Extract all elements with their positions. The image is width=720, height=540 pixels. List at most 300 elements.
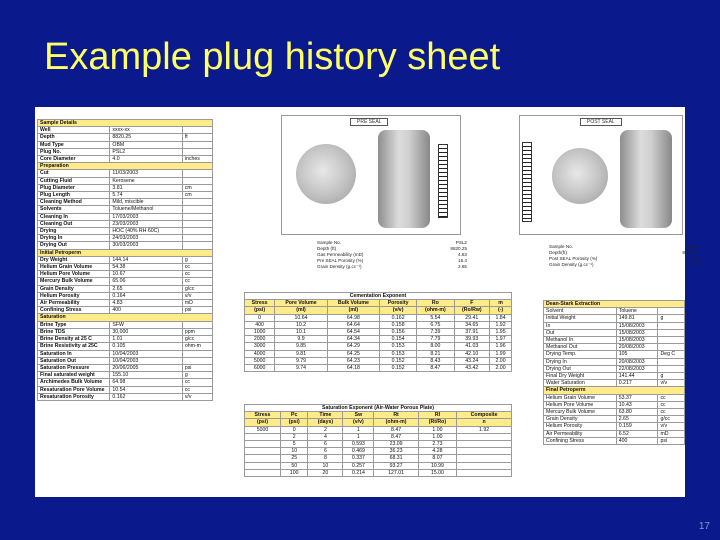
table-cell: 0.154 — [379, 336, 416, 343]
field-label: Confining Stress — [544, 437, 617, 444]
column-unit: (ml) — [327, 307, 379, 314]
table-row — [38, 393, 213, 400]
field-label: Drying Out — [38, 242, 110, 249]
column-header: Composite — [457, 412, 512, 419]
table-row — [38, 256, 213, 263]
table-row — [245, 336, 512, 343]
field-label: Saturation Out — [38, 357, 110, 364]
table-cell: 6.75 — [417, 321, 454, 328]
table-row — [38, 148, 213, 155]
table-cell: 0.153 — [379, 343, 416, 350]
column-header: F — [454, 300, 490, 307]
section-heading: Preparation — [38, 163, 213, 170]
field-value: 15/08/2003 — [616, 329, 658, 336]
table-row — [544, 373, 685, 380]
table-cell — [457, 469, 512, 476]
table-cell: 43.24 — [454, 357, 490, 364]
table-row — [245, 455, 512, 462]
table-row — [245, 357, 512, 364]
field-label: Drying In — [38, 235, 110, 242]
field-unit — [182, 321, 212, 328]
table-cell: 2.00 — [490, 357, 512, 364]
field-value: 10.54 — [110, 386, 182, 393]
table-cell: 41.03 — [454, 343, 490, 350]
column-unit: (-) — [490, 307, 512, 314]
field-label: Drying — [38, 228, 110, 235]
table-row — [245, 343, 512, 350]
table-cell: 0.158 — [379, 321, 416, 328]
field-label: Plug Diameter — [38, 184, 110, 191]
field-unit: mD — [182, 300, 212, 307]
field-value: 3.81 — [110, 184, 182, 191]
field-value: 0.162 — [110, 393, 182, 400]
field-label: Helium Porosity — [38, 292, 110, 299]
table-row — [544, 329, 685, 336]
section-row — [544, 301, 685, 308]
field-label: Mercury Bulk Volume — [544, 409, 617, 416]
field-value: 15/08/2003 — [616, 322, 658, 329]
section-heading: Dean-Stark Extraction — [544, 301, 685, 308]
table-row — [38, 336, 213, 343]
info-label: Depth(ft) — [549, 250, 567, 255]
info-row — [549, 262, 699, 268]
column-header: Ro — [417, 300, 454, 307]
field-unit: v/v — [658, 423, 685, 430]
table-cell: 1.95 — [490, 329, 512, 336]
field-unit: cc — [182, 271, 212, 278]
table-row — [544, 351, 685, 358]
table-cell: 8.47 — [374, 433, 418, 440]
table-cell: 8.21 — [417, 350, 454, 357]
table-cell: 4.28 — [418, 448, 456, 455]
table-cell: 2.00 — [490, 365, 512, 372]
field-label: Resaturation Porosity — [38, 393, 110, 400]
table-cell: 8.07 — [418, 455, 456, 462]
core-end-face-image — [552, 148, 608, 204]
field-unit: psi — [658, 437, 685, 444]
field-label: Air Permeability — [38, 300, 110, 307]
field-value: 0.164 — [110, 292, 182, 299]
column-header: Rt — [374, 412, 418, 419]
field-unit: cc — [182, 386, 212, 393]
table-cell: 4000 — [245, 350, 275, 357]
column-unit: (v/v) — [379, 307, 416, 314]
field-unit: cc — [182, 379, 212, 386]
table-row — [38, 199, 213, 206]
column-unit: (psi) — [280, 419, 307, 426]
pre-seal-title: PRE SEAL — [350, 118, 388, 126]
field-value: Toluene/Methanol — [110, 206, 182, 213]
dean-stark-table — [543, 300, 685, 445]
table-cell: 64.18 — [327, 365, 379, 372]
field-label: Dry Weight — [38, 256, 110, 263]
table-cell: 10.99 — [418, 462, 456, 469]
field-label: Resaturation Pore Volume — [38, 386, 110, 393]
field-label: Helium Porosity — [544, 423, 617, 430]
field-unit: cc — [182, 264, 212, 271]
column-unit: (v/v) — [343, 419, 374, 426]
field-value: 10.67 — [110, 271, 182, 278]
table-row — [544, 322, 685, 329]
field-unit: g — [182, 256, 212, 263]
field-unit: cm — [182, 184, 212, 191]
field-label: Air Permeability — [544, 430, 617, 437]
section-row — [544, 387, 685, 394]
table-row — [245, 314, 512, 321]
field-unit — [658, 337, 685, 344]
field-value: 6.52 — [616, 430, 658, 437]
field-value: 20/06/2005 — [110, 364, 182, 371]
table-cell: 8.00 — [417, 343, 454, 350]
table-cell: 1.96 — [490, 343, 512, 350]
table-cell: 5.54 — [417, 314, 454, 321]
column-unit: (ml) — [275, 307, 328, 314]
table-cell: 2.73 — [418, 441, 456, 448]
table-row — [38, 235, 213, 242]
field-unit — [182, 148, 212, 155]
field-unit — [658, 344, 685, 351]
field-label: In — [544, 322, 617, 329]
table-cell: 37.91 — [454, 329, 490, 336]
table-cell: 127.01 — [374, 469, 418, 476]
table-cell: 93.27 — [374, 462, 418, 469]
table-row — [38, 364, 213, 371]
field-label: Saturation In — [38, 350, 110, 357]
field-value: HOC (40% RH 60C) — [110, 228, 182, 235]
column-header: Bulk Volume — [327, 300, 379, 307]
field-unit: cc — [182, 278, 212, 285]
table-row — [38, 228, 213, 235]
field-unit: g — [182, 372, 212, 379]
table-row — [544, 315, 685, 322]
table-row — [245, 321, 512, 328]
table-cell: 0.152 — [379, 365, 416, 372]
post-seal-info — [549, 244, 699, 268]
table-row — [544, 380, 685, 387]
field-label: Cleaning In — [38, 213, 110, 220]
field-value: 10/04/2003 — [110, 350, 182, 357]
table-cell: 2 — [308, 426, 343, 433]
table-row — [245, 329, 512, 336]
table-cell: 64.34 — [327, 336, 379, 343]
field-label: Helium Pore Volume — [544, 401, 617, 408]
field-label: Grain Density — [38, 285, 110, 292]
table-row — [38, 292, 213, 299]
table-cell: 0.153 — [379, 350, 416, 357]
field-value: 144.14 — [110, 256, 182, 263]
table-cell — [245, 469, 281, 476]
field-value: 0.105 — [110, 343, 182, 350]
table-cell: 6 — [308, 448, 343, 455]
column-unit: (psi) — [245, 307, 275, 314]
table-cell: 5000 — [245, 426, 281, 433]
table-row — [245, 350, 512, 357]
table-cell: 3000 — [245, 343, 275, 350]
table-title: Saturation Exponent (Air-Water Porous Plate) — [245, 405, 512, 412]
field-value: 30/03/2003 — [110, 242, 182, 249]
table-cell: 42.10 — [454, 350, 490, 357]
table-cell: 9.9 — [275, 336, 328, 343]
info-value: PSL2 — [455, 240, 467, 245]
field-value: 17/03/2003 — [110, 213, 182, 220]
table-cell: 64.98 — [327, 314, 379, 321]
column-header: Pc — [280, 412, 307, 419]
table-cell: 25 — [280, 455, 307, 462]
field-label: Methanol Out — [544, 344, 617, 351]
field-value: 105 — [616, 351, 658, 358]
field-value: 155.10 — [110, 372, 182, 379]
field-unit: cc — [658, 409, 685, 416]
table-cell: 1.00 — [418, 433, 456, 440]
table-row — [38, 386, 213, 393]
field-value: 141.44 — [616, 373, 658, 380]
table-cell: 4 — [308, 433, 343, 440]
info-value: 15.3 — [690, 256, 699, 261]
table-row — [245, 441, 512, 448]
table-cell: 0.162 — [379, 314, 416, 321]
table-row — [38, 156, 213, 163]
table-cell — [457, 441, 512, 448]
field-unit: g/cc — [182, 285, 212, 292]
field-unit: v/v — [658, 380, 685, 387]
field-value: 8820.25 — [110, 134, 182, 141]
table-cell: 50 — [280, 462, 307, 469]
field-label: Solvent — [544, 308, 617, 315]
info-label: Grain Density (g.cc⁻¹) — [317, 264, 362, 269]
table-row — [38, 141, 213, 148]
table-row — [544, 308, 685, 315]
section-row — [38, 314, 213, 321]
field-unit — [182, 141, 212, 148]
field-value: 400 — [110, 307, 182, 314]
table-row — [38, 264, 213, 271]
table-cell: 64.64 — [327, 321, 379, 328]
field-label: Cleaning Out — [38, 220, 110, 227]
section-heading: Initial Petroperm — [38, 249, 213, 256]
field-unit — [182, 199, 212, 206]
table-row — [38, 192, 213, 199]
table-row — [38, 350, 213, 357]
table-cell: 64.54 — [327, 329, 379, 336]
field-unit — [182, 213, 212, 220]
field-label: Solvents — [38, 206, 110, 213]
field-label: Final Dry Weight — [544, 373, 617, 380]
field-label: Drying Temp. — [544, 351, 617, 358]
table-cell: 0.257 — [343, 462, 374, 469]
column-header: RI — [418, 412, 456, 419]
table-cell: 7.39 — [417, 329, 454, 336]
field-label: Cutting Fluid — [38, 177, 110, 184]
table-row — [38, 321, 213, 328]
field-label: Plug No. — [38, 148, 110, 155]
field-unit: ohm-m — [182, 343, 212, 350]
table-cell: 0 — [245, 314, 275, 321]
field-value: 30,000 — [110, 328, 182, 335]
field-value: 5.74 — [110, 192, 182, 199]
table-cell: 9.79 — [275, 357, 328, 364]
pre-seal-photo-panel — [281, 115, 461, 235]
table-row — [245, 426, 512, 433]
field-unit: psi — [182, 364, 212, 371]
cementation-exponent-table — [244, 292, 512, 372]
saturation-exponent-table — [244, 404, 512, 477]
field-label: Saturation Pressure — [38, 364, 110, 371]
field-label: Grain Density — [544, 416, 617, 423]
field-label: Core Diameter — [38, 156, 110, 163]
table-row — [38, 134, 213, 141]
section-heading: Saturation — [38, 314, 213, 321]
table-cell: 1.92 — [457, 426, 512, 433]
table-row — [544, 358, 685, 365]
field-unit: g/cc — [182, 336, 212, 343]
table-row — [38, 307, 213, 314]
field-label: Brine Density at 25 C — [38, 336, 110, 343]
field-value: 54.38 — [110, 264, 182, 271]
table-row — [38, 184, 213, 191]
field-unit — [658, 358, 685, 365]
table-cell: 5000 — [245, 357, 275, 364]
field-value: Toluene — [616, 308, 658, 315]
column-header: m — [490, 300, 512, 307]
table-cell: 9.85 — [275, 343, 328, 350]
table-cell: 10 — [280, 448, 307, 455]
table-row — [38, 328, 213, 335]
field-unit — [658, 308, 685, 315]
table-cell: 20 — [308, 469, 343, 476]
column-unit: (ohm-m) — [417, 307, 454, 314]
field-value: Mild, miscible — [110, 199, 182, 206]
header-row — [245, 300, 512, 307]
info-label: Sample No. — [317, 240, 342, 245]
field-label: Initial Weight — [544, 315, 617, 322]
table-cell: 29.41 — [454, 314, 490, 321]
table-row — [245, 448, 512, 455]
field-unit: g — [658, 373, 685, 380]
field-unit: mD — [658, 430, 685, 437]
table-row — [245, 462, 512, 469]
column-unit: n — [457, 419, 512, 426]
field-value: 1.01 — [110, 336, 182, 343]
table-cell: 8.47 — [417, 365, 454, 372]
info-value: 4.83 — [458, 252, 467, 257]
field-label: Archimedes Bulk Volume — [38, 379, 110, 386]
info-value: 16.4 — [458, 258, 467, 263]
field-label: Helium Grain Volume — [544, 394, 617, 401]
field-label: Cut — [38, 170, 110, 177]
info-label: Depth (ft) — [317, 246, 337, 251]
field-value: 23/03/2003 — [110, 220, 182, 227]
table-row — [38, 271, 213, 278]
field-value: 400 — [616, 437, 658, 444]
table-cell: 0.337 — [343, 455, 374, 462]
field-value: 149.81 — [616, 315, 658, 322]
column-unit: (ohm-m) — [374, 419, 418, 426]
table-cell: 43.42 — [454, 365, 490, 372]
table-row — [38, 372, 213, 379]
field-value: Kerosene — [110, 177, 182, 184]
table-title-row — [245, 405, 512, 412]
table-row — [38, 357, 213, 364]
table-cell: 1000 — [245, 329, 275, 336]
table-row — [38, 285, 213, 292]
scale-ruler — [438, 144, 448, 218]
field-value: 2.65 — [616, 416, 658, 423]
table-cell: 0 — [280, 426, 307, 433]
field-value: 0.217 — [616, 380, 658, 387]
section-heading: Sample Details — [38, 120, 213, 127]
info-label: Pre SEAL Porosity (%) — [317, 258, 364, 263]
table-row — [38, 278, 213, 285]
table-cell: 9.81 — [275, 350, 328, 357]
field-unit: v/v — [182, 393, 212, 400]
table-cell: 10.2 — [275, 321, 328, 328]
field-label: Out — [544, 329, 617, 336]
field-unit — [182, 206, 212, 213]
table-row — [544, 416, 685, 423]
field-value: xxxx-xx — [110, 127, 182, 134]
field-unit: psi — [182, 307, 212, 314]
field-label: Methanol In — [544, 337, 617, 344]
table-row — [544, 337, 685, 344]
table-cell: 2000 — [245, 336, 275, 343]
info-label: Gas Permeability (mD) — [317, 252, 364, 257]
field-unit — [182, 350, 212, 357]
field-unit — [658, 329, 685, 336]
table-cell: 8.43 — [417, 357, 454, 364]
table-cell: 68.31 — [374, 455, 418, 462]
table-row — [544, 365, 685, 372]
table-cell — [457, 433, 512, 440]
field-unit: Deg C — [658, 351, 685, 358]
table-row — [544, 430, 685, 437]
table-row — [38, 300, 213, 307]
table-cell — [457, 448, 512, 455]
history-sheet — [35, 107, 699, 497]
table-cell: 1.99 — [490, 350, 512, 357]
field-value: 15/08/2003 — [616, 337, 658, 344]
table-cell: 10.1 — [275, 329, 328, 336]
field-label: Drying In — [544, 358, 617, 365]
table-cell: 7.79 — [417, 336, 454, 343]
table-cell: 1 — [343, 426, 374, 433]
field-label: Helium Grain Volume — [38, 264, 110, 271]
table-row — [38, 379, 213, 386]
table-cell: 10.64 — [275, 314, 328, 321]
field-value: 4.0 — [110, 156, 182, 163]
table-row — [38, 206, 213, 213]
table-cell: 6 — [308, 441, 343, 448]
field-unit: v/v — [182, 292, 212, 299]
field-unit — [182, 177, 212, 184]
table-cell: 36.23 — [374, 448, 418, 455]
table-row — [38, 343, 213, 350]
column-unit: (psi) — [245, 419, 281, 426]
field-unit — [182, 235, 212, 242]
table-row — [544, 401, 685, 408]
table-cell: 64.23 — [327, 357, 379, 364]
table-row — [544, 344, 685, 351]
unit-row — [245, 419, 512, 426]
field-unit — [182, 242, 212, 249]
table-cell: 1 — [343, 433, 374, 440]
info-value: 8820.25 — [450, 246, 467, 251]
field-unit: ft — [182, 134, 212, 141]
column-header: Stress — [245, 300, 275, 307]
field-value: 53.37 — [616, 394, 658, 401]
table-row — [544, 394, 685, 401]
field-unit: cc — [658, 401, 685, 408]
table-row — [245, 365, 512, 372]
